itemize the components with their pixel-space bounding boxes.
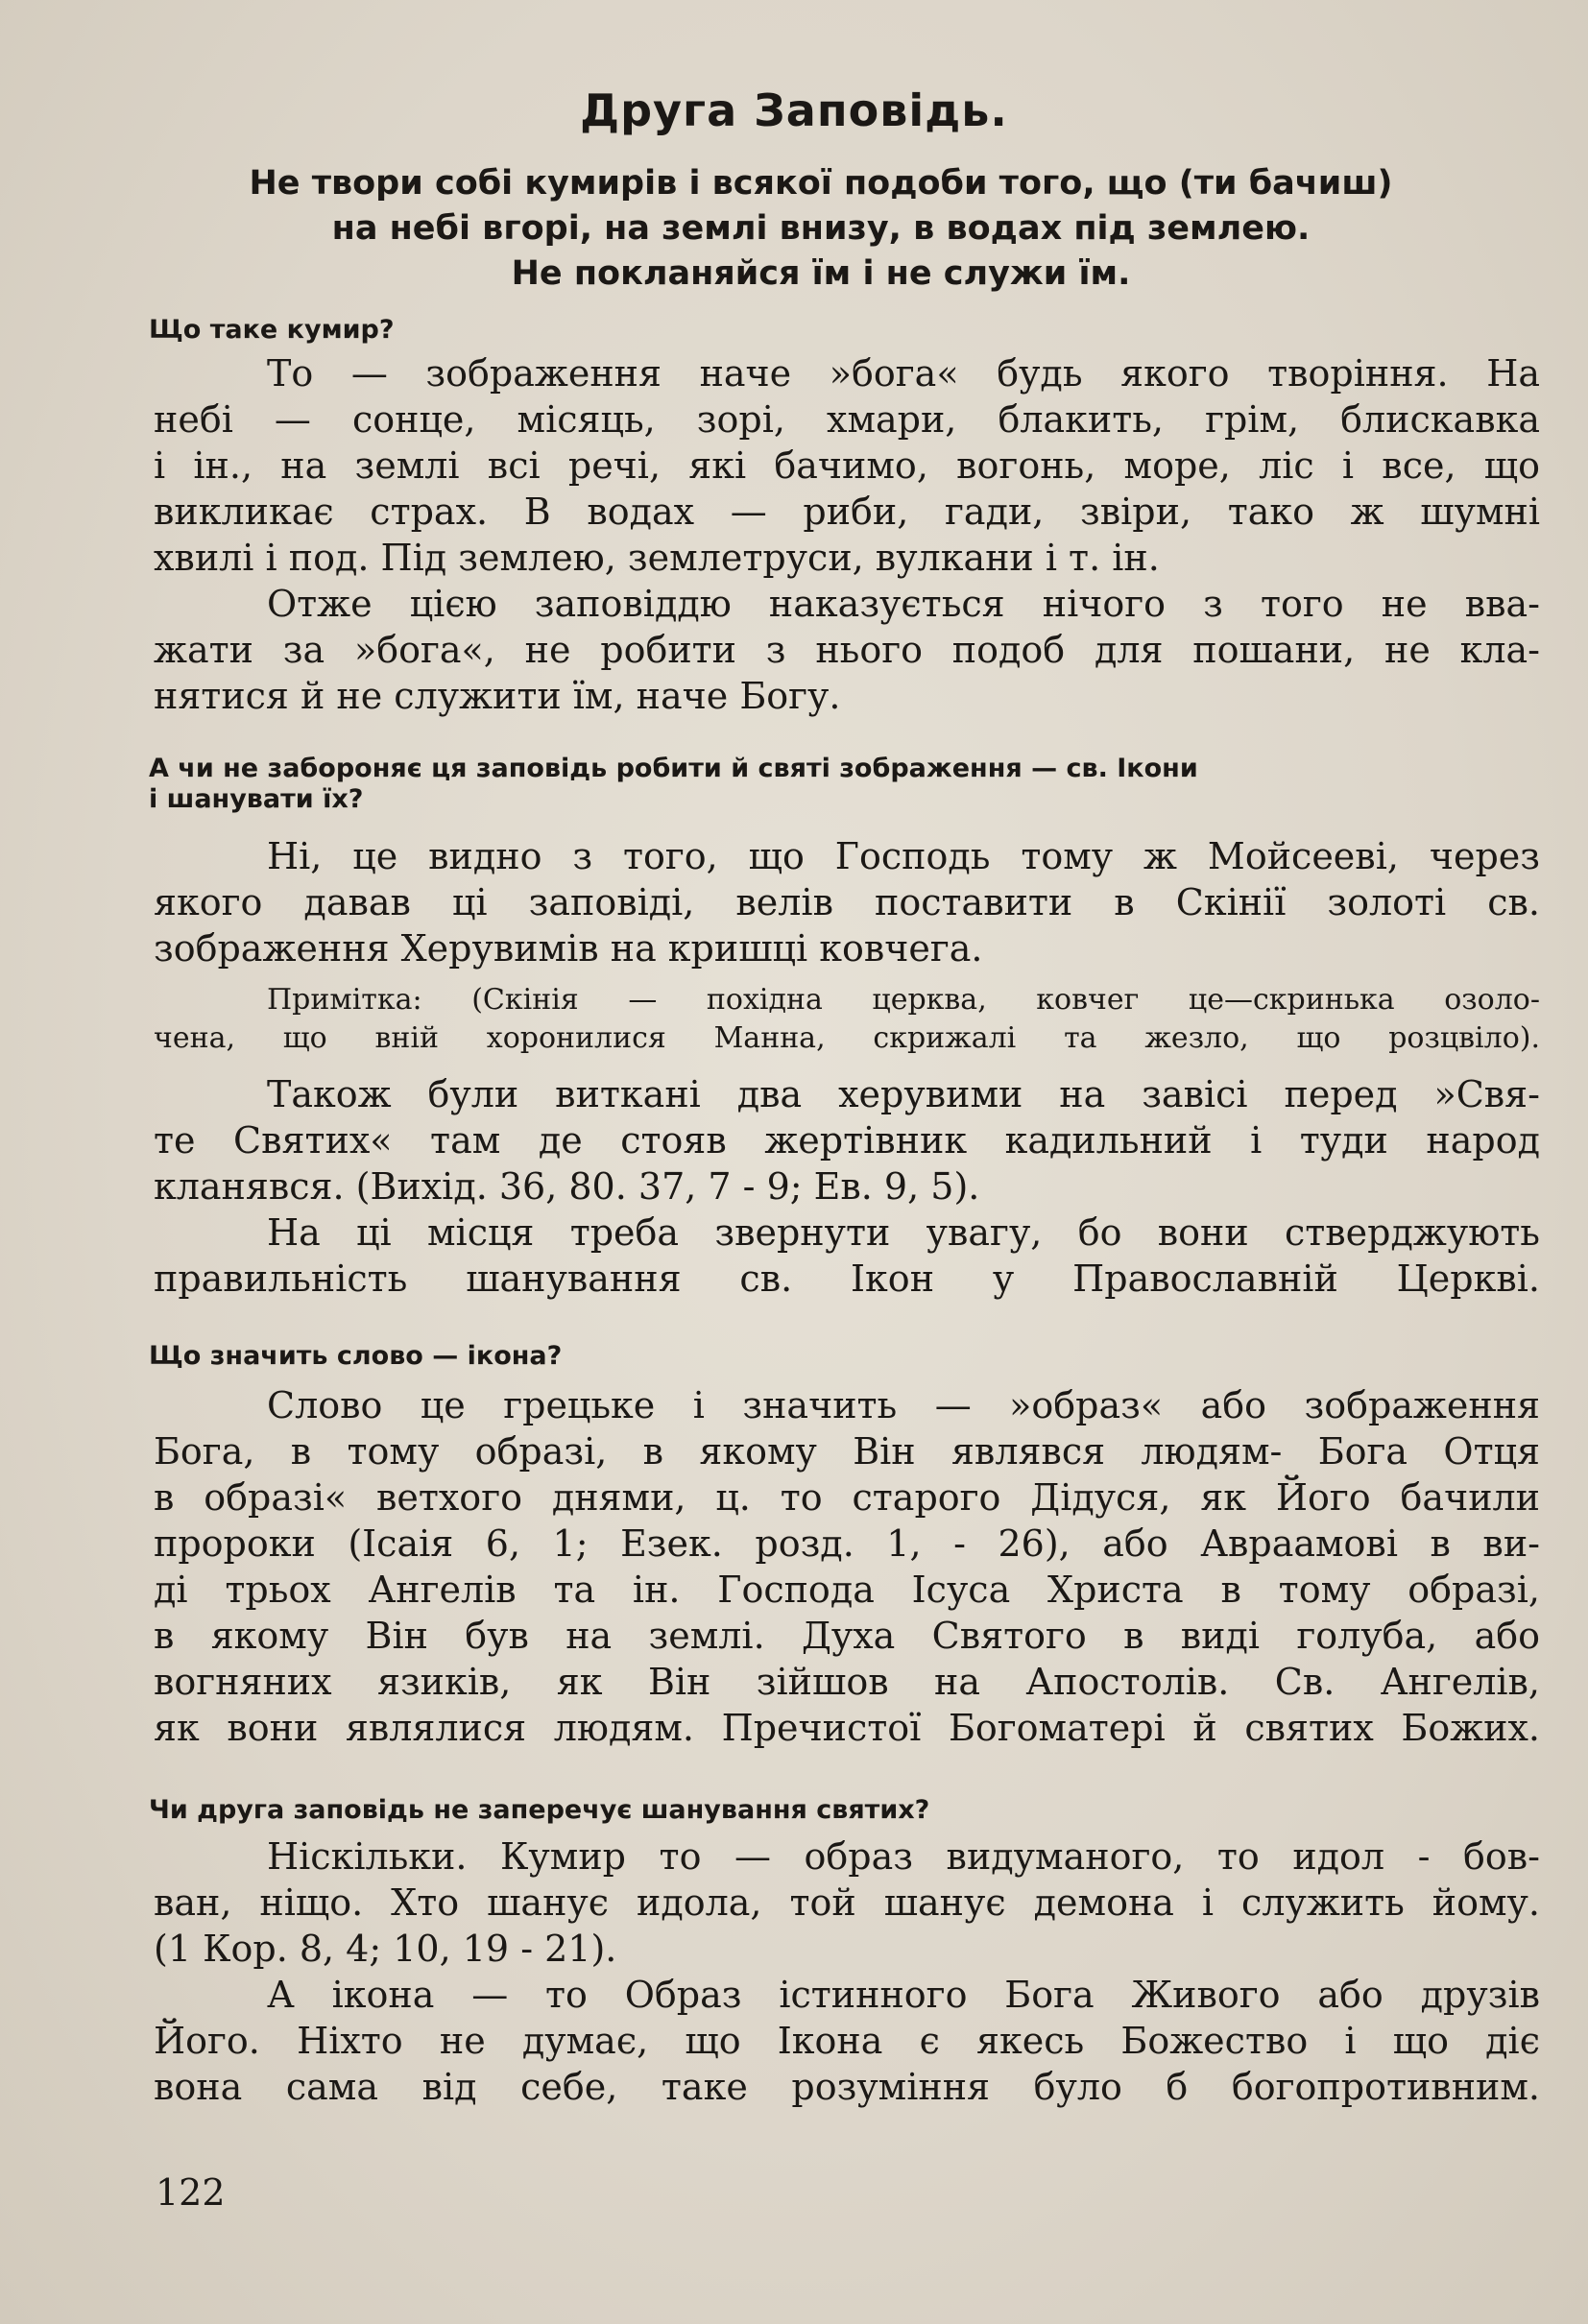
- text-line: як вони являлися людям. Пречистої Богоматері й святих Божих.: [154, 1707, 1540, 1749]
- question-heading: Що значить слово — ікона?: [149, 1341, 563, 1371]
- commandment-line: Не покланяйся їм і не служи їм.: [511, 254, 1131, 293]
- text-line: пророки (Ісаія 6, 1; Езек. розд. 1, - 26), або Авраамові в ви-: [154, 1522, 1540, 1565]
- note-line: чена, що вній хоронилися Манна, скрижалі та жезло, що розцвіло).: [154, 1021, 1540, 1055]
- text-line: вона сама від себе, таке розуміння було б богопротивним.: [154, 2066, 1540, 2108]
- text-line: в образі« ветхого днями, ц. то старого Дідуся, як Його бачили: [154, 1476, 1540, 1519]
- question-heading: [149, 754, 1541, 815]
- text-line: То — зображення наче »бога« будь якого творіння. На: [267, 352, 1540, 395]
- text-line: викликає страх. В водах — риби, гади, звіри, тако ж шумні: [154, 491, 1540, 533]
- text-line: Також були виткані два херувими на завісі перед »Свя-: [267, 1073, 1540, 1115]
- text-line: Ні, це видно з того, що Господь тому ж Мойсееві, через: [267, 835, 1540, 877]
- text-line: хвилі і под. Під землею, землетруси, вулкани і т. ін.: [154, 537, 1160, 579]
- text-line: в якому Він був на землі. Духа Святого в виді голуба, або: [154, 1615, 1540, 1657]
- text-line: кланявся. (Вихід. 36, 80. 37, 7 - 9; Ев. 9, 5).: [154, 1165, 980, 1208]
- answer-paragraph: [154, 1382, 1540, 1751]
- question-line: і шанувати їх?: [149, 784, 364, 814]
- answer-paragraph: [154, 1071, 1540, 1210]
- text-line: вогняних язиків, як Він зійшов на Апостолів. Св. Ангелів,: [154, 1661, 1540, 1703]
- note-line: Примітка: (Скінія — похідна церква, ковчег це—скринька озоло-: [267, 983, 1540, 1017]
- text-line: Отже цією заповіддю наказується нічого з того не вва-: [267, 583, 1540, 625]
- text-line: нятися й не служити їм, наче Богу.: [154, 675, 841, 717]
- question-heading: Чи друга заповідь не заперечує шанування святих?: [149, 1795, 930, 1825]
- text-line: ван, ніщо. Хто шанує идола, той шанує демона і служить йому.: [154, 1881, 1540, 1924]
- text-line: Слово це грецьке і значить — »образ« або зображення: [267, 1384, 1540, 1426]
- answer-paragraph: [154, 1972, 1540, 2110]
- text-line: (1 Кор. 8, 4; 10, 19 - 21).: [154, 1928, 617, 1970]
- text-line: те Святих« там де стояв жертівник кадильний і туди народ: [154, 1119, 1540, 1162]
- footnote: [154, 981, 1540, 1058]
- text-line: ді трьох Ангелів та ін. Господа Ісуса Христа в тому образі,: [154, 1569, 1540, 1611]
- answer-paragraph: [154, 1210, 1540, 1302]
- text-line: і ін., на землі всі речі, які бачимо, вогонь, море, ліс і все, що: [154, 444, 1540, 487]
- text-line: А ікона — то Образ істинного Бога Живого або друзів: [267, 1974, 1540, 2016]
- text-line: Бога, в тому образі, в якому Він являвся людям- Бога Отця: [154, 1430, 1540, 1473]
- answer-paragraph: [154, 350, 1540, 581]
- question-line: А чи не забороняє ця заповідь робити й святі зображення — св. Ікони: [149, 754, 1198, 783]
- answer-paragraph: [154, 1833, 1540, 1972]
- text-line: Його. Ніхто не думає, що Ікона є якесь Божество і що діє: [154, 2020, 1540, 2062]
- page-number: 122: [156, 2171, 226, 2214]
- text-line: правильність шанування св. Ікон у Православній Церкві.: [154, 1258, 1540, 1300]
- answer-paragraph: [154, 833, 1540, 971]
- text-line: небі — сонце, місяць, зорі, хмари, блакить, грім, блискавка: [154, 398, 1540, 441]
- text-line: якого давав ці заповіді, велів поставити в Скінії золоті св.: [154, 881, 1540, 923]
- text-line: Ніскільки. Кумир то — образ видуманого, то идол - бов-: [267, 1835, 1540, 1878]
- text-line: зображення Херувимів на кришці ковчега.: [154, 927, 983, 970]
- text-line: На ці місця треба звернути увагу, бо вони стверджують: [267, 1211, 1540, 1254]
- commandment-text: [144, 161, 1498, 297]
- text-line: жати за »бога«, не робити з нього подоб для пошани, не кла-: [154, 629, 1540, 671]
- page-title: Друга Заповідь.: [580, 84, 1008, 136]
- commandment-line: на небі вгорі, на землі внизу, в водах під землею.: [331, 209, 1311, 248]
- question-heading: Що таке кумир?: [149, 315, 395, 345]
- commandment-line: Не твори собі кумирів і всякої подоби того, що (ти бачиш): [249, 164, 1393, 203]
- answer-paragraph: [154, 581, 1540, 719]
